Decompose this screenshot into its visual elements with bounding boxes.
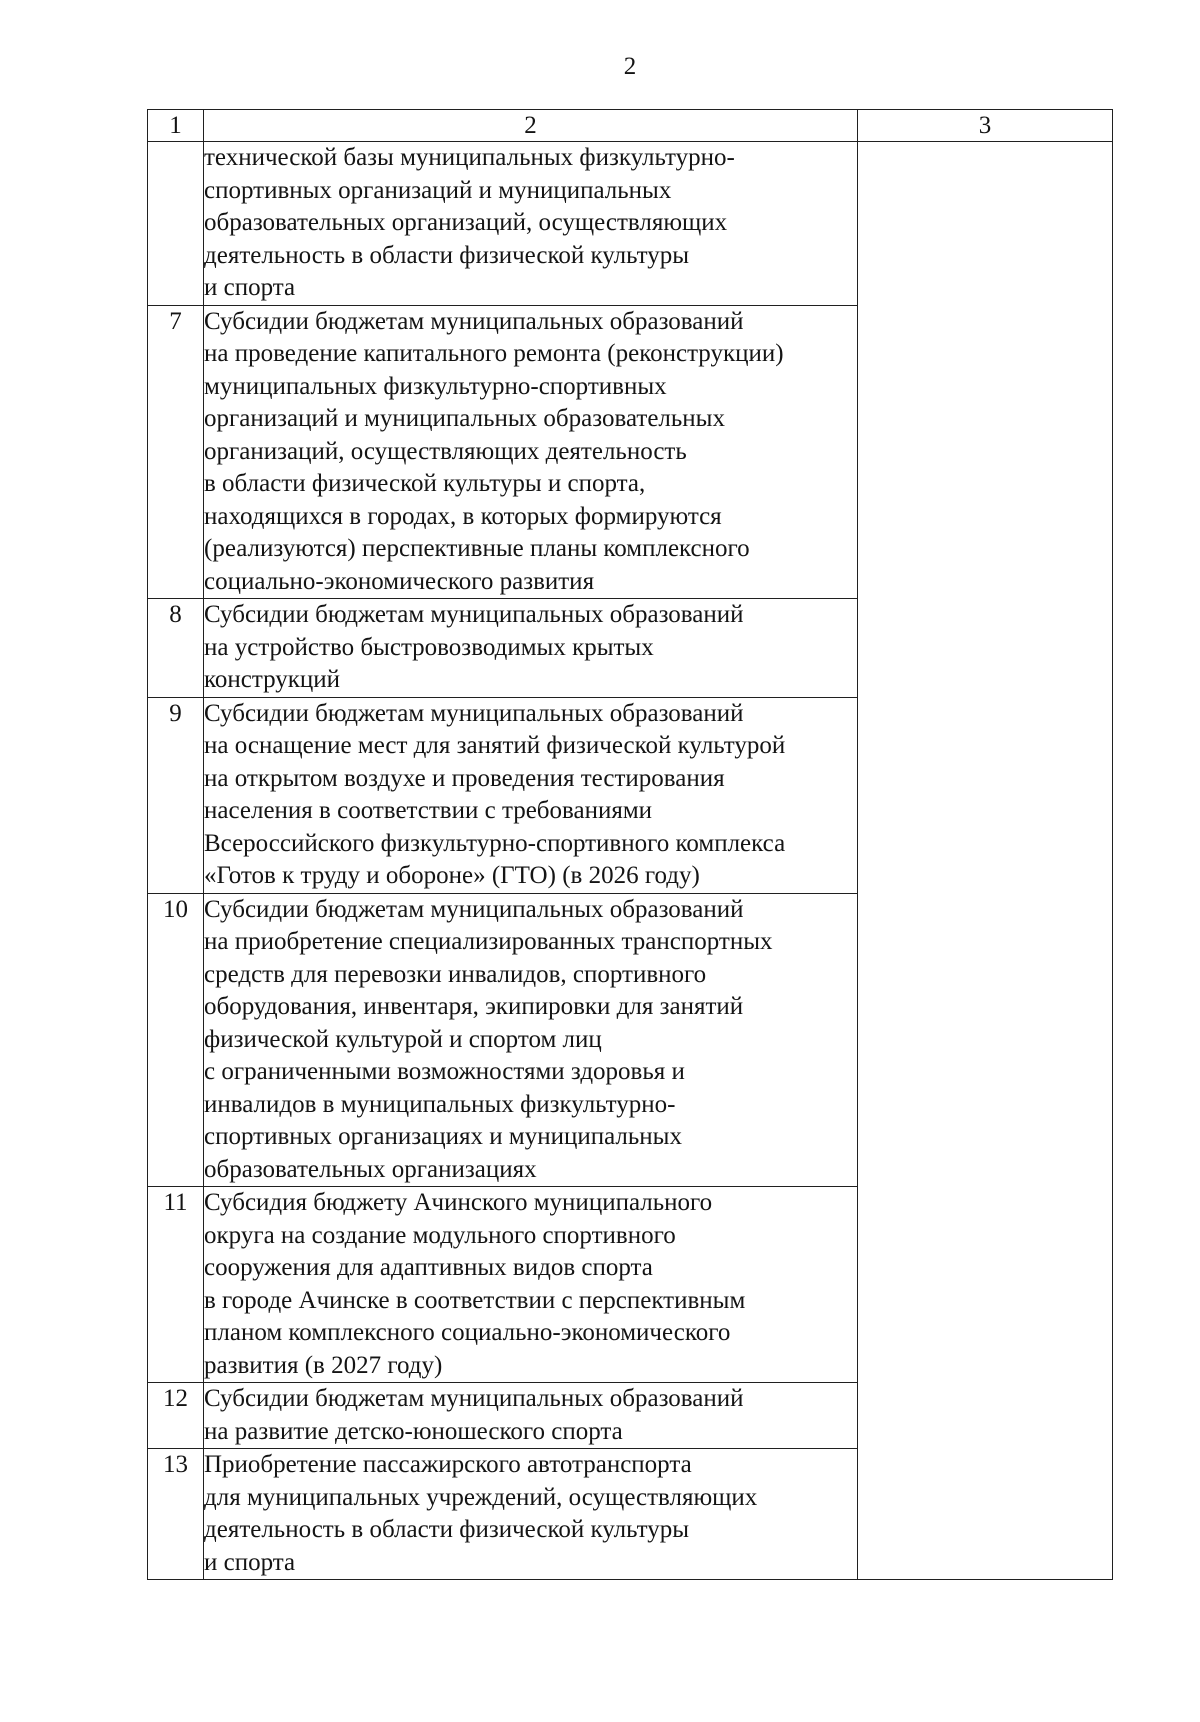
header-col-1: 1 bbox=[148, 110, 204, 142]
description-line: с ограниченными возможностями здоровья и bbox=[204, 1058, 685, 1085]
description-line: оборудования, инвентаря, экипировки для занятий bbox=[204, 993, 744, 1020]
description-line: находящихся в городах, в которых формируются bbox=[204, 502, 722, 530]
row-description bbox=[204, 1187, 858, 1383]
description-line: средств для перевозки инвалидов, спортивного bbox=[204, 960, 707, 988]
subsidy-table bbox=[147, 109, 1113, 1580]
description-line: Субсидия бюджету Ачинского муниципального bbox=[204, 1189, 713, 1216]
description-line: на устройство быстровозводимых крытых bbox=[204, 633, 654, 661]
row-number: 9 bbox=[148, 697, 204, 893]
row-number: 7 bbox=[148, 305, 204, 599]
table-row bbox=[148, 142, 1113, 306]
row-number: 8 bbox=[148, 599, 204, 698]
description-line: для муниципальных учреждений, осуществляющих bbox=[204, 1483, 758, 1511]
description-line: социально-экономического развития bbox=[204, 567, 595, 595]
description-line: Субсидии бюджетам муниципальных образований bbox=[204, 1385, 744, 1412]
description-line: на оснащение мест для занятий физической культурой bbox=[204, 732, 786, 759]
description-line: Субсидии бюджетам муниципальных образований bbox=[204, 601, 744, 628]
row-description bbox=[204, 599, 858, 698]
description-line: в городе Ачинске в соответствии с перспективным bbox=[204, 1286, 746, 1314]
description-line: округа на создание модульного спортивного bbox=[204, 1221, 676, 1249]
page-number: 2 bbox=[623, 53, 637, 80]
table-header-row bbox=[148, 110, 1113, 142]
row-number bbox=[148, 142, 204, 306]
row-description bbox=[204, 697, 858, 893]
description-line: деятельность в области физической культуры bbox=[204, 1516, 689, 1543]
description-line: технической базы муниципальных физкультурно- bbox=[204, 144, 735, 171]
description-line: развития (в 2027 году) bbox=[204, 1351, 443, 1379]
header-col-3: 3 bbox=[858, 110, 1113, 142]
header-col-2: 2 bbox=[204, 110, 858, 142]
description-line: муниципальных физкультурно-спортивных bbox=[204, 372, 667, 400]
description-line: конструкций bbox=[204, 666, 341, 693]
description-line: инвалидов в муниципальных физкультурно- bbox=[204, 1090, 676, 1118]
description-line: организаций, осуществляющих деятельность bbox=[204, 437, 687, 465]
description-line: и спорта bbox=[204, 274, 296, 301]
description-line: и спорта bbox=[204, 1548, 296, 1576]
description-line: сооружения для адаптивных видов спорта bbox=[204, 1254, 653, 1281]
row-description bbox=[204, 305, 858, 599]
row-number: 12 bbox=[148, 1383, 204, 1449]
column-3-cell bbox=[858, 142, 1113, 1580]
description-line: физической культурой и спортом лиц bbox=[204, 1025, 602, 1053]
description-line: в области физической культуры и спорта, bbox=[204, 470, 646, 497]
table-body bbox=[148, 110, 1113, 1580]
description-line: на открытом воздухе и проведения тестирования bbox=[204, 764, 725, 792]
description-line: планом комплексного социально-экономического bbox=[204, 1319, 731, 1346]
description-line: Субсидии бюджетам муниципальных образований bbox=[204, 895, 744, 923]
row-number: 11 bbox=[148, 1187, 204, 1383]
description-line: Всероссийского физкультурно-спортивного комплекса bbox=[204, 829, 786, 857]
row-description bbox=[204, 1449, 858, 1580]
description-line: спортивных организаций и муниципальных bbox=[204, 176, 672, 204]
description-line: образовательных организаций, осуществляющих bbox=[204, 209, 728, 236]
description-line: Субсидии бюджетам муниципальных образований bbox=[204, 699, 744, 727]
description-line: Субсидии бюджетам муниципальных образований bbox=[204, 307, 744, 335]
description-line: населения в соответствии с требованиями bbox=[204, 797, 653, 824]
description-line: на развитие детско-юношеского спорта bbox=[204, 1417, 623, 1445]
row-number: 13 bbox=[148, 1449, 204, 1580]
description-line: «Готов к труду и обороне» (ГТО) (в 2026 году) bbox=[204, 862, 700, 889]
description-line: организаций и муниципальных образовательных bbox=[204, 405, 725, 432]
description-line: на проведение капитального ремонта (реконструкции) bbox=[204, 340, 784, 367]
row-number: 10 bbox=[148, 893, 204, 1187]
description-line: на приобретение специализированных транспортных bbox=[204, 928, 773, 955]
row-description bbox=[204, 142, 858, 306]
description-line: Приобретение пассажирского автотранспорта bbox=[204, 1451, 692, 1478]
row-description bbox=[204, 1383, 858, 1449]
description-line: деятельность в области физической культуры bbox=[204, 241, 689, 269]
row-description bbox=[204, 893, 858, 1187]
description-line: спортивных организациях и муниципальных bbox=[204, 1123, 682, 1150]
description-line: (реализуются) перспективные планы комплексного bbox=[204, 535, 750, 562]
description-line: образовательных организациях bbox=[204, 1155, 537, 1183]
